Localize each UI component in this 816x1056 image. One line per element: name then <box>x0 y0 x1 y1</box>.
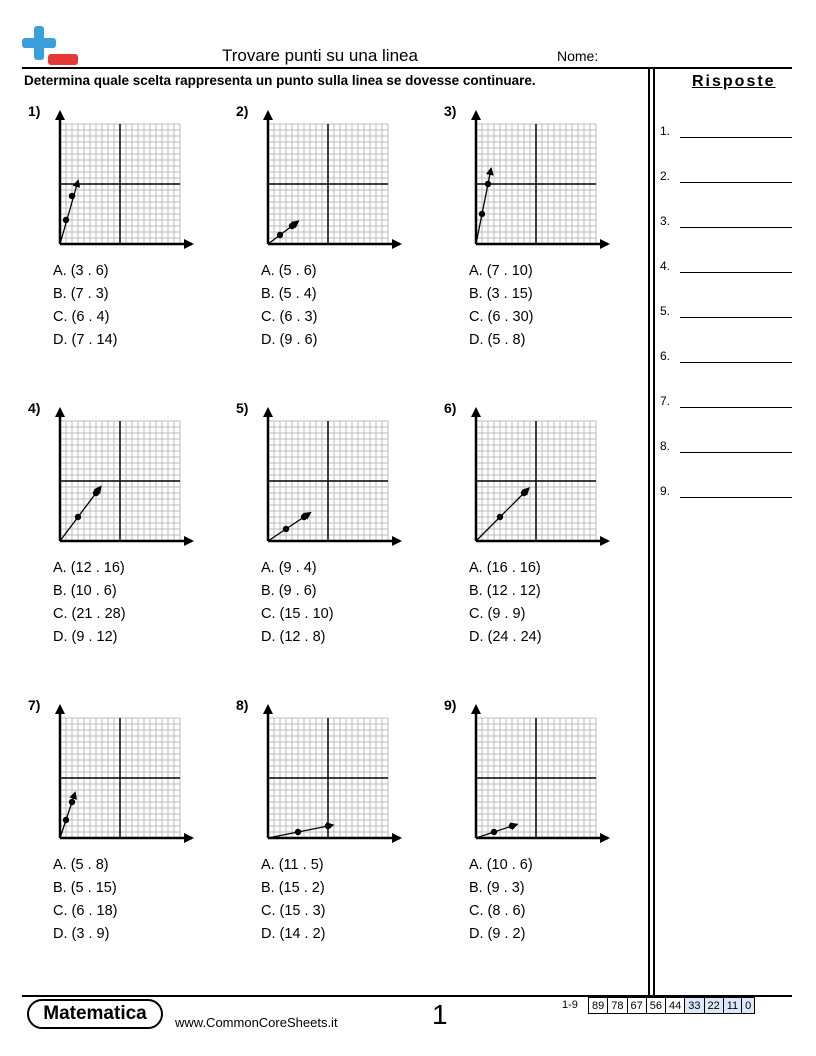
data-point <box>497 514 503 520</box>
coordinate-graph <box>28 700 198 850</box>
answer-number: 6. <box>660 349 671 363</box>
answer-number: 9. <box>660 484 671 498</box>
data-point <box>301 514 307 520</box>
answer-blank-5[interactable] <box>680 317 792 318</box>
answer-choice: A. (9 . 4) <box>261 560 317 576</box>
answer-choice: C. (8 . 6) <box>469 903 526 919</box>
data-point <box>277 232 283 238</box>
answer-choice: A. (16 . 16) <box>469 560 541 576</box>
instructions: Determina quale scelta rappresenta un punto sulla linea se dovesse continuare. <box>24 73 536 88</box>
data-point <box>491 829 497 835</box>
answer-number: 1. <box>660 124 671 138</box>
answer-choice: D. (9 . 6) <box>261 332 318 348</box>
answer-choice: C. (15 . 10) <box>261 606 334 622</box>
website-link[interactable]: www.CommonCoreSheets.it <box>175 1015 338 1030</box>
problem-label: 3) <box>444 103 457 119</box>
answer-number: 3. <box>660 214 671 228</box>
answer-choice: A. (5 . 6) <box>261 263 317 279</box>
answer-choice: A. (7 . 10) <box>469 263 533 279</box>
answer-number: 8. <box>660 439 671 453</box>
answer-number: 7. <box>660 394 671 408</box>
data-line <box>476 169 491 244</box>
data-point <box>75 514 81 520</box>
answer-choice: D. (7 . 14) <box>53 332 118 348</box>
problem-label: 6) <box>444 400 457 416</box>
score-cell: 44 <box>666 998 685 1014</box>
answer-choice: A. (11 . 5) <box>261 857 324 873</box>
score-range: 1-9 <box>562 999 578 1011</box>
answer-choice: D. (14 . 2) <box>261 926 326 942</box>
page-number: 1 <box>432 999 448 1030</box>
name-label: Nome: <box>557 48 599 64</box>
answer-choice: B. (10 . 6) <box>53 583 117 599</box>
data-point <box>509 823 515 829</box>
score-cell: 11 <box>723 998 741 1014</box>
data-point <box>485 181 491 187</box>
score-cell: 78 <box>608 998 627 1014</box>
answer-blank-6[interactable] <box>680 362 792 363</box>
problem-label: 1) <box>28 103 41 119</box>
score-cell: 33 <box>685 998 704 1014</box>
page-title: Trovare punti su una linea <box>222 46 418 65</box>
answer-blank-1[interactable] <box>680 137 792 138</box>
logo-icon <box>22 24 80 68</box>
coordinate-graph <box>236 403 406 553</box>
problem-label: 4) <box>28 400 41 416</box>
data-point <box>289 223 295 229</box>
answer-choice: D. (24 . 24) <box>469 629 542 645</box>
score-cell: 67 <box>627 998 646 1014</box>
answer-column-divider-right <box>653 67 655 996</box>
answer-choice: D. (9 . 2) <box>469 926 526 942</box>
data-point <box>93 490 99 496</box>
header-divider <box>22 67 792 69</box>
answer-blank-4[interactable] <box>680 272 792 273</box>
data-point <box>63 817 69 823</box>
answer-choice: A. (5 . 8) <box>53 857 109 873</box>
data-point <box>69 799 75 805</box>
answer-number: 5. <box>660 304 671 318</box>
data-point <box>69 193 75 199</box>
coordinate-graph <box>444 106 614 256</box>
coordinate-graph <box>444 403 614 553</box>
data-point <box>283 526 289 532</box>
answer-choice: A. (10 . 6) <box>469 857 533 873</box>
coordinate-graph <box>236 700 406 850</box>
answer-choice: A. (12 . 16) <box>53 560 125 576</box>
answer-number: 4. <box>660 259 671 273</box>
score-cell: 22 <box>704 998 723 1014</box>
answer-choice: C. (6 . 4) <box>53 309 110 325</box>
score-cell: 0 <box>742 998 755 1014</box>
answer-choice: D. (9 . 12) <box>53 629 118 645</box>
answer-number: 2. <box>660 169 671 183</box>
answer-blank-8[interactable] <box>680 452 792 453</box>
data-point <box>63 217 69 223</box>
score-table <box>588 997 755 1014</box>
coordinate-graph <box>444 700 614 850</box>
answer-choice: C. (6 . 18) <box>53 903 118 919</box>
brand-badge: Matematica <box>27 999 163 1029</box>
problem-label: 9) <box>444 697 457 713</box>
answer-choice: D. (12 . 8) <box>261 629 326 645</box>
answer-choice: B. (12 . 12) <box>469 583 541 599</box>
answer-blank-9[interactable] <box>680 497 792 498</box>
answer-choice: C. (21 . 28) <box>53 606 126 622</box>
coordinate-graph <box>28 403 198 553</box>
problem-label: 8) <box>236 697 249 713</box>
answer-choice: C. (6 . 30) <box>469 309 534 325</box>
score-cell: 89 <box>589 998 608 1014</box>
coordinate-graph <box>236 106 406 256</box>
score-cell: 56 <box>646 998 665 1014</box>
problem-label: 7) <box>28 697 41 713</box>
answer-choice: B. (3 . 15) <box>469 286 533 302</box>
answer-choice: B. (5 . 4) <box>261 286 317 302</box>
coordinate-graph <box>28 106 198 256</box>
answer-blank-7[interactable] <box>680 407 792 408</box>
data-point <box>295 829 301 835</box>
answers-title: Risposte <box>692 73 776 90</box>
answer-choice: B. (9 . 3) <box>469 880 525 896</box>
problem-label: 5) <box>236 400 249 416</box>
answer-choice: B. (7 . 3) <box>53 286 109 302</box>
answer-choice: B. (15 . 2) <box>261 880 325 896</box>
answer-blank-2[interactable] <box>680 182 792 183</box>
answer-choice: D. (5 . 8) <box>469 332 526 348</box>
answer-choice: A. (3 . 6) <box>53 263 109 279</box>
answer-blank-3[interactable] <box>680 227 792 228</box>
answer-choice: B. (5 . 15) <box>53 880 117 896</box>
answer-column-divider-left <box>648 67 650 996</box>
answer-choice: C. (6 . 3) <box>261 309 318 325</box>
data-point <box>325 823 331 829</box>
answer-choice: C. (15 . 3) <box>261 903 326 919</box>
problem-label: 2) <box>236 103 249 119</box>
answer-choice: D. (3 . 9) <box>53 926 110 942</box>
data-point <box>479 211 485 217</box>
data-point <box>521 490 527 496</box>
answer-choice: B. (9 . 6) <box>261 583 317 599</box>
answer-choice: C. (9 . 9) <box>469 606 526 622</box>
